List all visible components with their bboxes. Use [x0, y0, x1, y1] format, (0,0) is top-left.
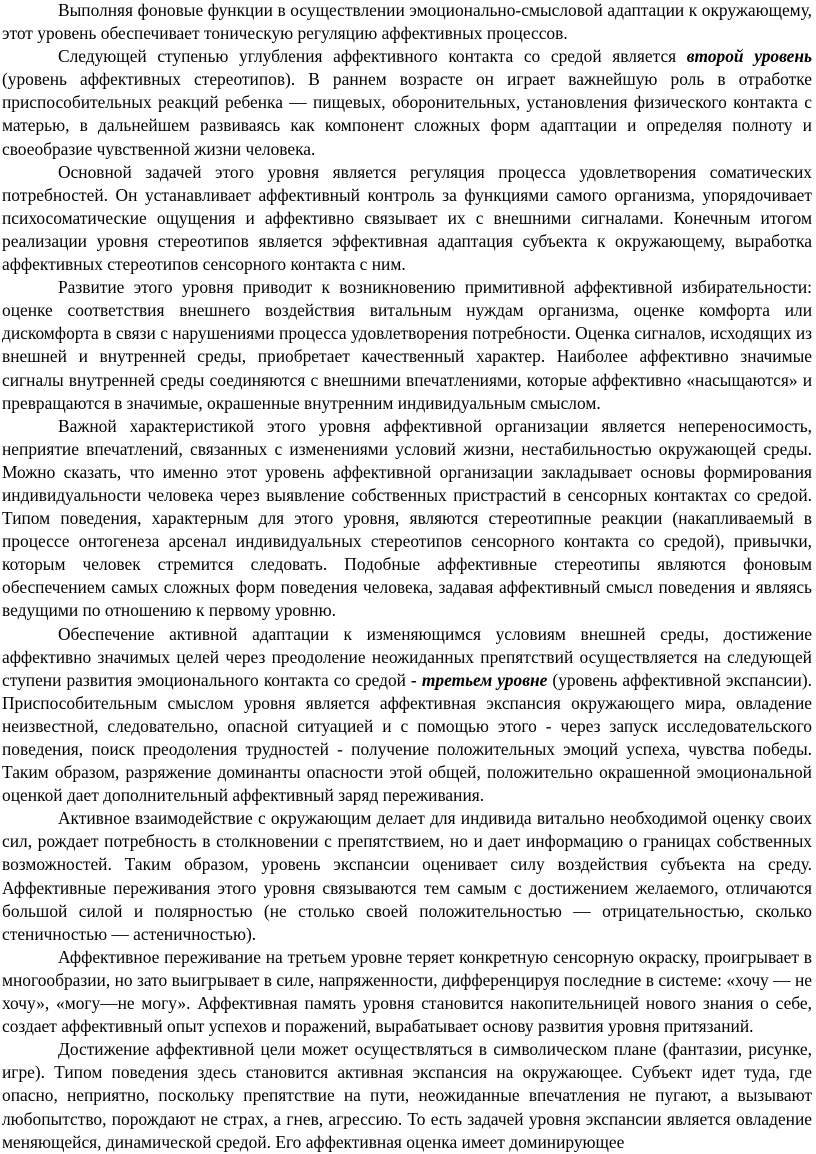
- paragraph-3: Основной задачей этого уровня является регуляция процесса удовлетворения соматических потребностей. Он устанавливает аффективный контроль за функциями самого организма, упорядочивает психосоматические ощущения и аффективно связывает их с внешними сигналами. Конечным итогом реализации уровня стереотипов является эффективная адаптация субъекта к окружающему, выработка аффективных стереотипов сенсорного контакта с ним.: [2, 161, 812, 275]
- paragraph-7: Активное взаимодействие с окружающим делает для индивида витально необходимой оценку своих сил, рождает потребность в столкновении с препятствием, но и дает информацию о границах собственных возможностей. Таким образом, уровень экспансии оценивает силу воздействия субъекта на среду. Аффективные переживания этого уровня связываются тем самым с достижением желаемого, отличаются большой силой и полярностью (не столько своей положительностью — отрицательностью, сколько стеничностью — астеничностью).: [2, 808, 812, 944]
- paragraph-5: Важной характеристикой этого уровня аффективной организации является непереносимость, неприятие впечатлений, связанных с изменениями условий жизни, нестабильностью окружающей среды. Можно сказать, что именно этот уровень аффективной организации закладывает основы формирования индивидуальности человека через выявление собственных пристрастий в сенсорных контактах со средой. Типом поведения, характерным для этого уровня, являются стереотипные реакции (накапливаемый в процессе онтогенеза арсенал индивидуальных стереотипов сенсорного контакта со средой), привычки, которым человек стремится следовать. Подобные аффективные стереотипы являются фоновым обеспечением самых сложных форм поведения человека, задавая аффективный смысл поведения и являясь ведущими по отношению к первому уровню.: [2, 415, 812, 621]
- paragraph-4: Развитие этого уровня приводит к возникновению примитивной аффективной избирательности: оценке соответствия внешнего воздействия витальным нуждам организма, оценке комфорта или дискомфорта в связи с нарушениями процесса удовлетворения потребности. Оценка сигналов, исходящих из внешней и внутренней среды, приобретает качественный характер. Наиболее аффективно значимые сигналы внутренней среды соединяются с внешними впечатлениями, которые аффективно «насыщаются» и превращаются в значимые, окрашенные внутренним индивидуальным смыслом.: [2, 277, 812, 413]
- paragraph-6-after: (уровень аффективной экспансии). Приспособительным смыслом уровня является аффективная экспансия окружающего мира, овладение неизвестной, следовательно, опасной ситуацией и с помощью этого - через запуск исследовательского поведения, поиск преодоления трудностей - получение положительных эмоций успеха, чувства победы. Таким образом, разряжение доминанты опасности этой общей, положительно окрашенной эмоциональной оценкой дает дополнительный аффективный заряд переживания.: [2, 669, 812, 806]
- paragraph-1: Выполняя фоновые функции в осуществлении эмоционально-смысловой адаптации к окружающему, этот уровень обеспечивает тоническую регуляцию аффективных процессов.: [2, 0, 812, 44]
- paragraph-2: [2, 45, 812, 160]
- emphasis-third-level: - третьем уровне: [411, 669, 548, 690]
- emphasis-second-level: второй уровень: [686, 46, 812, 67]
- paragraph-6: [2, 623, 812, 808]
- paragraph-2-after: (уровень аффективных стереотипов). В раннем возрасте он играет важнейшую роль в отработке приспособительных реакций ребенка — пищевых, оборонительных, установления физического контакта с матерью, в дальнейшем развиваясь как компонент сложных форм адаптации и определяя полноту и своеобразие чувственной жизни человека.: [2, 69, 812, 159]
- paragraph-6-before: Обеспечение активной адаптации к изменяющимся условиям внешней среды, достижение аффективно значимых целей через преодоление неожиданных препятствий осуществляется на следующей ступени развития эмоционального контакта со средой: [2, 623, 812, 690]
- paragraph-2-before: Следующей ступенью углубления аффективного контакта со средой является: [58, 46, 687, 67]
- paragraph-9: Достижение аффективной цели может осуществляться в символическом плане (фантазии, рисунке, игре). Типом поведения здесь становится активная экспансия на окружающее. Субъект идет туда, где опасно, неприятно, поскольку препятствие на пути, неожиданные впечатления не пугают, а вызывают любопытство, порождают не страх, а гнев, агрессию. То есть задачей уровня экспансии является овладение меняющейся, динамической средой. Его аффективная оценка имеет доминирующее: [2, 1039, 812, 1152]
- paragraph-8: Аффективное переживание на третьем уровне теряет конкретную сенсорную окраску, проигрывает в многообразии, но зато выигрывает в силе, напряженности, дифференцируя последние в системе: «хочу — не хочу», «могу—не могу». Аффективная память уровня становится накопительницей нового знания о себе, создает аффективный опыт успехов и поражений, вырабатывает основу развития уровня притязаний.: [2, 946, 812, 1037]
